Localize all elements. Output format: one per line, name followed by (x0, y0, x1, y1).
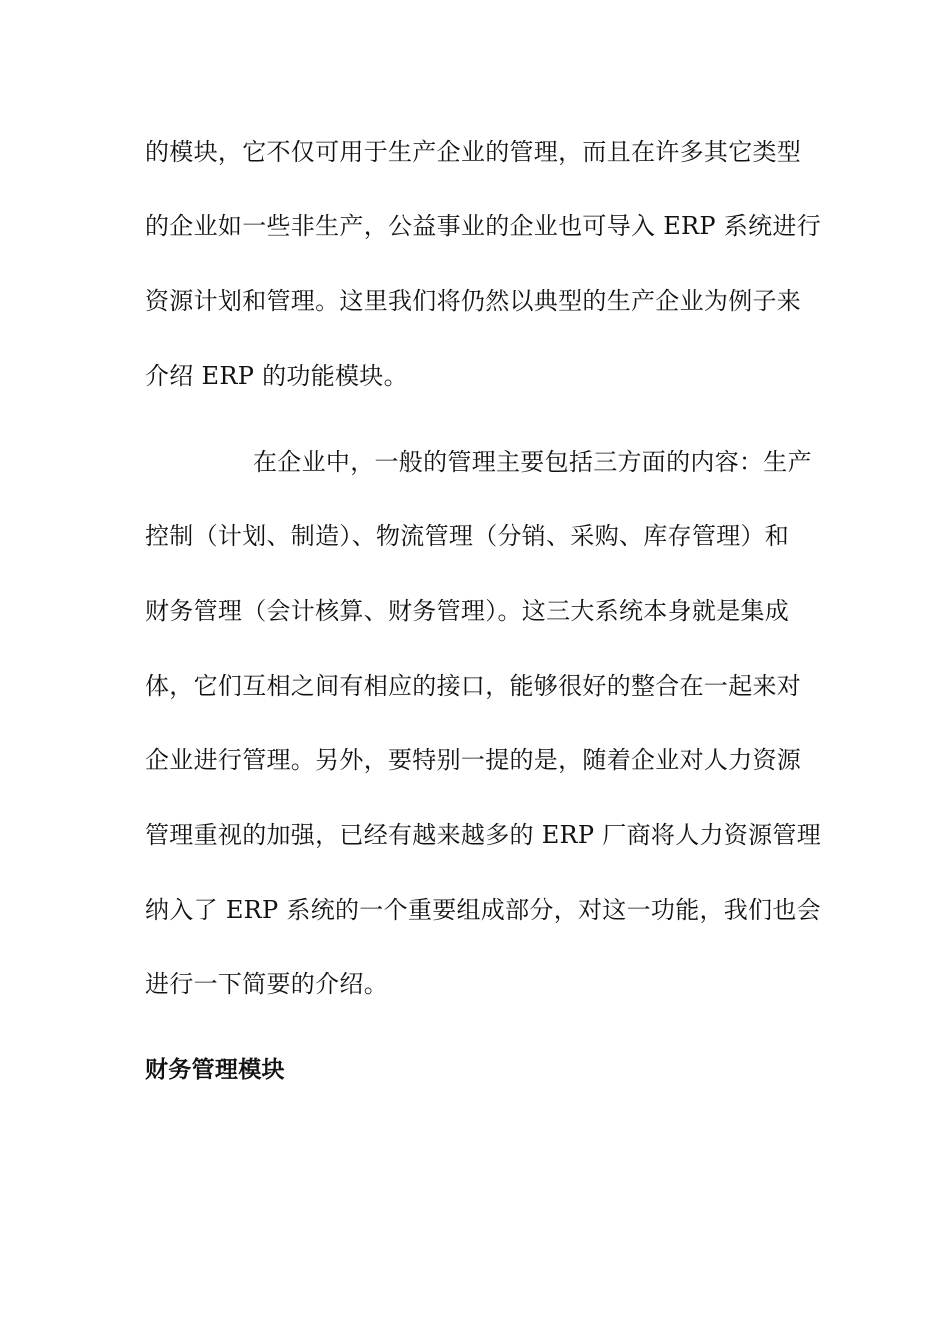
paragraph-1-line-3: 资源计划和管理。这里我们将仍然以典型的生产企业为例子来 (145, 287, 802, 315)
paragraph-2-line-8: 进行一下简要的介绍。 (145, 970, 388, 998)
paragraph-2-line-5: 企业进行管理。另外，要特别一提的是，随着企业对人力资源 (145, 746, 802, 774)
paragraph-1-line-1: 的模块，它不仅可用于生产企业的管理，而且在许多其它类型 (145, 138, 802, 166)
paragraph-2-line-7: 纳入了 ERP 系统的一个重要组成部分，对这一功能，我们也会 (145, 896, 821, 924)
paragraph-2-line-4: 体，它们互相之间有相应的接口，能够很好的整合在一起来对 (145, 672, 802, 700)
paragraph-2-line-3: 财务管理（会计核算、财务管理）。这三大系统本身就是集成 (145, 597, 790, 625)
paragraph-2-line-2: 控制（计划、制造）、物流管理（分销、采购、库存管理）和 (145, 522, 790, 550)
section-heading: 财务管理模块 (145, 1057, 285, 1083)
paragraph-2-line-6: 管理重视的加强，已经有越来越多的 ERP 厂商将人力资源管理 (145, 821, 821, 849)
paragraph-1-line-2: 的企业如一些非生产，公益事业的企业也可导入 ERP 系统进行 (145, 212, 821, 240)
paragraph-1-line-4: 介绍 ERP 的功能模块。 (145, 362, 408, 390)
paragraph-2-line-1: 在企业中，一般的管理主要包括三方面的内容：生产 (253, 448, 812, 476)
